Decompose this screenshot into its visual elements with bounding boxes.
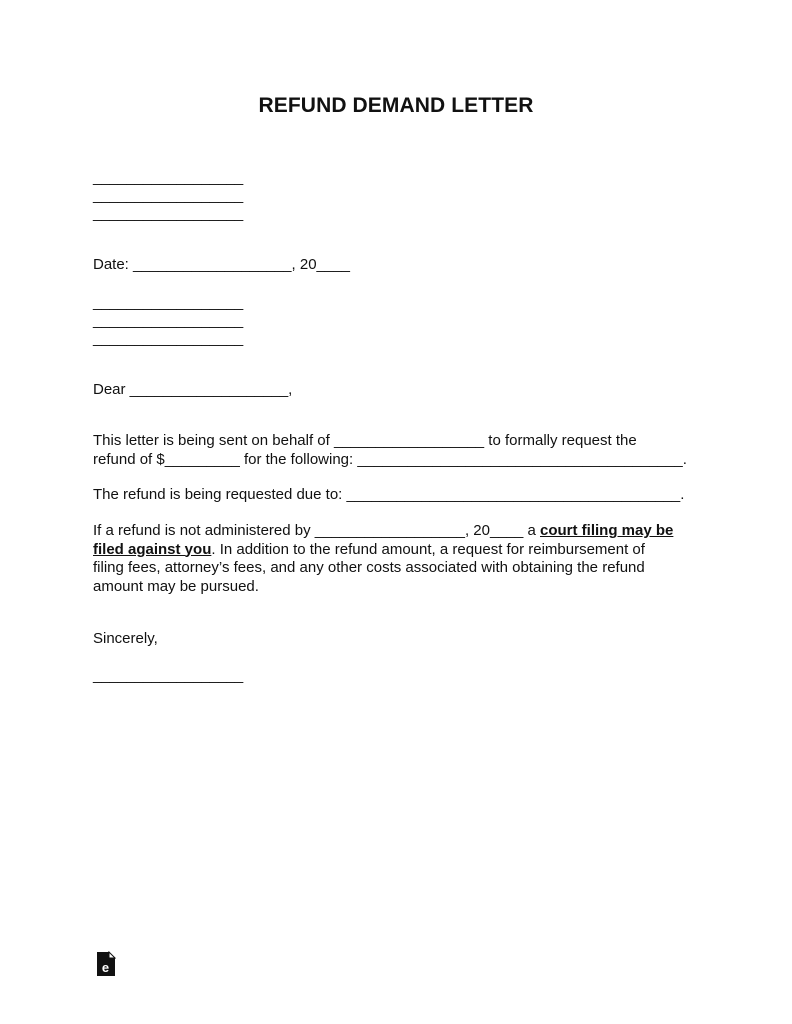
bold-warning-text: filed against you — [93, 540, 212, 558]
sender-address-line[interactable]: __________________ — [93, 187, 244, 204]
date-line[interactable]: Date: ___________________, 20____ — [93, 256, 350, 273]
recipient-address-line[interactable]: __________________ — [93, 312, 244, 329]
recipient-address-line[interactable]: __________________ — [93, 330, 244, 347]
paragraph-request — [93, 432, 703, 469]
text-run: If a refund is not administered by __________________, 20____ a — [93, 522, 541, 539]
paragraph-line: filing fees, attorney’s fees, and any other costs associated with obtaining the refund — [93, 559, 645, 576]
paragraph-reason — [93, 486, 703, 505]
document-e-icon — [96, 951, 116, 977]
paragraph-line — [93, 541, 703, 560]
paragraph-consequence — [93, 522, 703, 596]
paragraph-line[interactable] — [93, 522, 703, 541]
page-title: REFUND DEMAND LETTER — [258, 94, 534, 117]
closing: Sincerely, — [93, 630, 158, 647]
salutation[interactable]: Dear ___________________, — [93, 381, 293, 398]
paragraph-line[interactable]: This letter is being sent on behalf of __________________ to formally request the — [93, 432, 637, 449]
paragraph-line: amount may be pursued. — [93, 577, 259, 595]
recipient-address-line[interactable]: __________________ — [93, 294, 244, 311]
bold-warning-text: court filing may be — [540, 522, 674, 539]
sender-address-line[interactable]: __________________ — [93, 169, 244, 186]
paragraph-line[interactable]: refund of $_________ for the following: _______________________________________. — [93, 450, 687, 468]
signature-line[interactable]: __________________ — [93, 667, 244, 684]
logo-letter: e — [101, 960, 110, 975]
text-run: . In addition to the refund amount, a request for reimbursement of — [211, 540, 645, 558]
paragraph-line[interactable]: The refund is being requested due to: ________________________________________. — [93, 486, 685, 503]
sender-address-line[interactable]: __________________ — [93, 205, 244, 222]
